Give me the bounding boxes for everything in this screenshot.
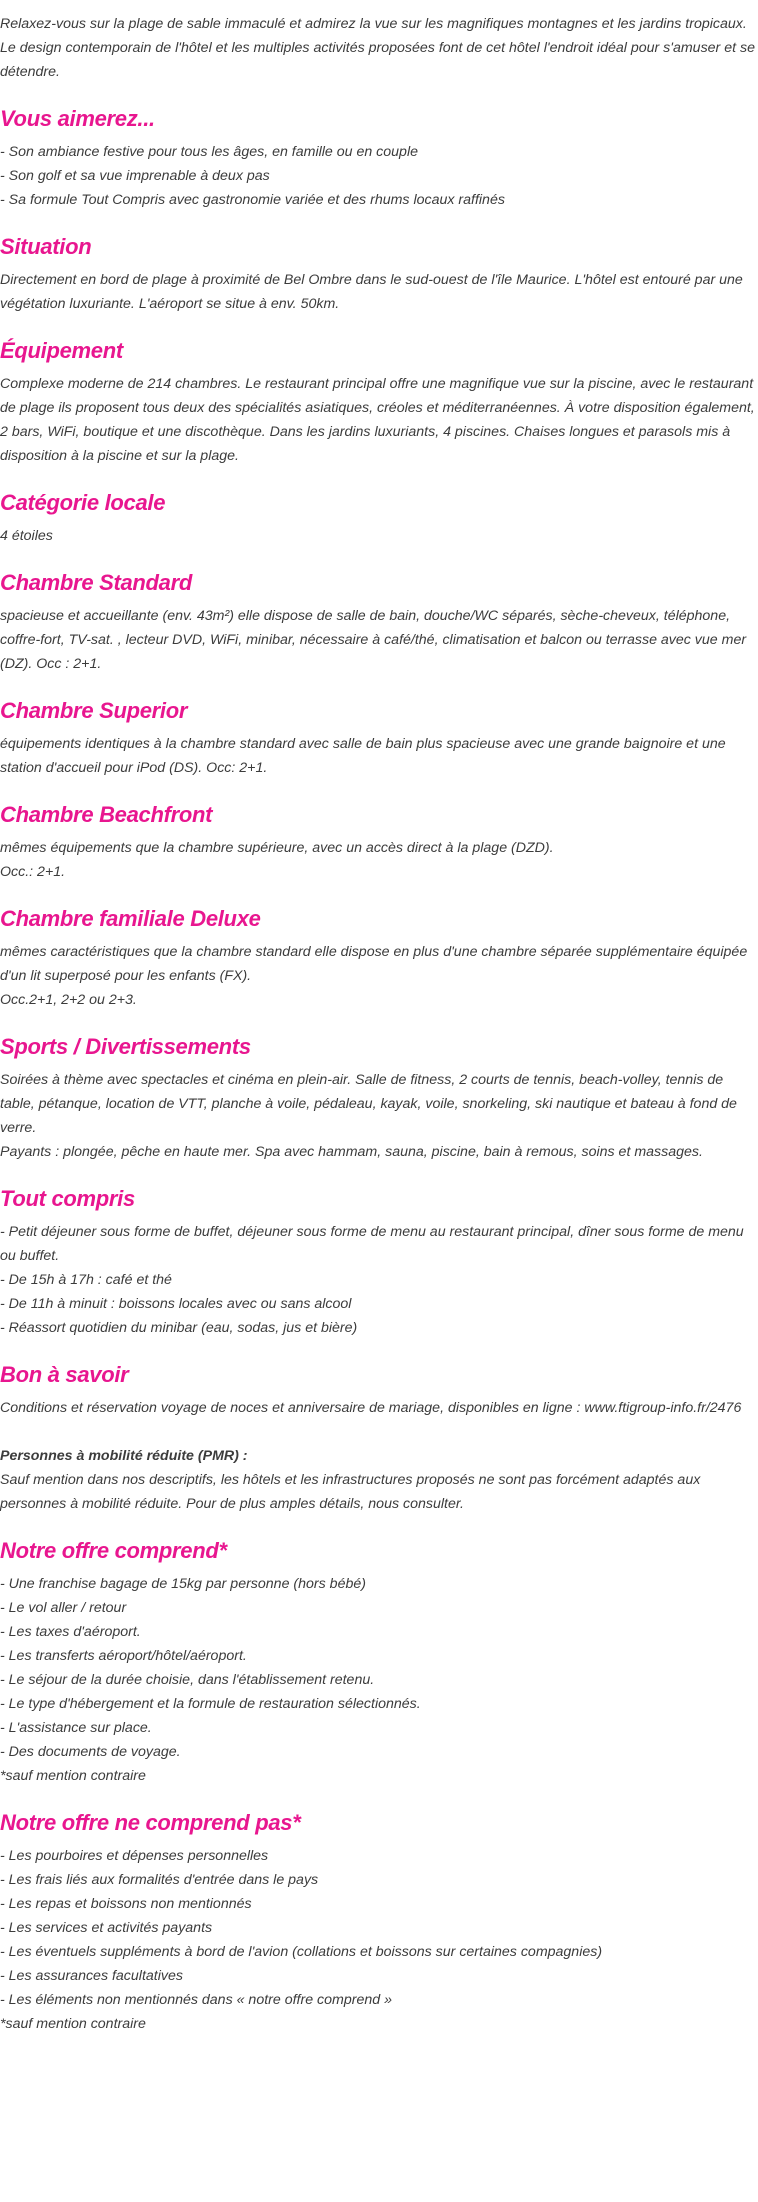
list-item: - Sa formule Tout Compris avec gastronomie variée et des rhums locaux raffinés bbox=[0, 192, 505, 208]
section-equipement bbox=[0, 336, 758, 468]
list-item: - Les taxes d'aéroport. bbox=[0, 1624, 141, 1640]
section-bon-a-savoir bbox=[0, 1360, 758, 1516]
section-chambre-superior bbox=[0, 696, 758, 780]
section-sports bbox=[0, 1032, 758, 1164]
footnote: *sauf mention contraire bbox=[0, 2016, 146, 2032]
list-item: - Des documents de voyage. bbox=[0, 1744, 181, 1760]
section-text: Soirées à thème avec spectacles et cinéma en plein-air. Salle de fitness, 2 courts de tennis, beach-volley, tennis de table, pétanque, location de VTT, planche à voile, pédaleau, kayak, voile, snorkeling, ski nautique et bateau à fond de verre. bbox=[0, 1072, 737, 1136]
list-item: - Son golf et sa vue imprenable à deux pas bbox=[0, 168, 270, 184]
included-list bbox=[0, 1572, 758, 1788]
list-item: - Les éventuels suppléments à bord de l'avion (collations et boissons sur certaines compagnies) bbox=[0, 1944, 603, 1960]
list-item: - Les transferts aéroport/hôtel/aéroport. bbox=[0, 1648, 247, 1664]
section-chambre-standard bbox=[0, 568, 758, 676]
section-title: Notre offre comprend* bbox=[0, 1538, 227, 1563]
section-title: Chambre familiale Deluxe bbox=[0, 906, 261, 931]
list-item: - Les repas et boissons non mentionnés bbox=[0, 1896, 252, 1912]
section-title: Sports / Divertissements bbox=[0, 1034, 251, 1059]
all-inclusive-list bbox=[0, 1220, 758, 1340]
pmr-text: Sauf mention dans nos descriptifs, les hôtels et les infrastructures proposés ne sont pas forcément adaptés aux personnes à mobilité réduite. Pour de plus amples détails, nous consulter. bbox=[0, 1472, 701, 1512]
section-text: Occ.2+1, 2+2 ou 2+3. bbox=[0, 992, 137, 1008]
list-item: - Réassort quotidien du minibar (eau, sodas, jus et bière) bbox=[0, 1320, 358, 1336]
section-text: 4 étoiles bbox=[0, 528, 53, 544]
intro-text: Relaxez-vous sur la plage de sable immaculé et admirez la vue sur les magnifiques montagnes et les jardins tropicaux. Le design contemporain de l'hôtel et les multiples activités proposées font de cet hôtel l'endroit idéal pour s'amuser et se détendre. bbox=[0, 16, 755, 80]
pmr-label: Personnes à mobilité réduite (PMR) : bbox=[0, 1448, 248, 1464]
section-title: Bon à savoir bbox=[0, 1362, 129, 1387]
section-text: Directement en bord de plage à proximité de Bel Ombre dans le sud-ouest de l'île Maurice. L'hôtel est entouré par une végétation luxuriante. L'aéroport se situe à env. 50km. bbox=[0, 272, 743, 312]
list-item: - L'assistance sur place. bbox=[0, 1720, 152, 1736]
section-offre-ne-comprend bbox=[0, 1808, 758, 2036]
section-tout-compris bbox=[0, 1184, 758, 1340]
section-text: Conditions et réservation voyage de noces et anniversaire de mariage, disponibles en ligne : www.ftigroup-info.fr/2476 bbox=[0, 1400, 742, 1416]
section-title: Chambre Superior bbox=[0, 698, 188, 723]
section-text: mêmes équipements que la chambre supérieure, avec un accès direct à la plage (DZD). bbox=[0, 840, 554, 856]
excluded-list bbox=[0, 1844, 758, 2036]
section-text: équipements identiques à la chambre standard avec salle de bain plus spacieuse avec une grande baignoire et une station d'accueil pour iPod (DS). Occ: 2+1. bbox=[0, 736, 726, 776]
footnote: *sauf mention contraire bbox=[0, 1768, 146, 1784]
list-item: - Petit déjeuner sous forme de buffet, déjeuner sous forme de menu au restaurant principal, dîner sous forme de menu ou buffet. bbox=[0, 1224, 744, 1264]
section-title: Équipement bbox=[0, 338, 123, 363]
section-title: Vous aimerez... bbox=[0, 106, 155, 131]
section-text: spacieuse et accueillante (env. 43m²) elle dispose de salle de bain, douche/WC séparés, sèche-cheveux, téléphone, coffre-fort, TV-sat. , lecteur DVD, WiFi, minibar, nécessaire à café/thé, climatisation et balcon ou terrasse avec vue mer (DZ). Occ : 2+1. bbox=[0, 608, 747, 672]
list-item: - Le séjour de la durée choisie, dans l'établissement retenu. bbox=[0, 1672, 375, 1688]
section-chambre-beachfront bbox=[0, 800, 758, 884]
spacer bbox=[0, 1420, 758, 1444]
section-title: Chambre Beachfront bbox=[0, 802, 213, 827]
section-vous-aimerez bbox=[0, 104, 758, 212]
section-title: Situation bbox=[0, 234, 92, 259]
section-offre-comprend bbox=[0, 1536, 758, 1788]
list-item: - De 11h à minuit : boissons locales avec ou sans alcool bbox=[0, 1296, 352, 1312]
section-text: Occ.: 2+1. bbox=[0, 864, 66, 880]
section-situation bbox=[0, 232, 758, 316]
list-item: - Les assurances facultatives bbox=[0, 1968, 183, 1984]
list-item: - Son ambiance festive pour tous les âges, en famille ou en couple bbox=[0, 144, 418, 160]
section-title: Notre offre ne comprend pas* bbox=[0, 1810, 301, 1835]
highlights-list bbox=[0, 140, 758, 212]
list-item: - Les services et activités payants bbox=[0, 1920, 213, 1936]
list-item: - De 15h à 17h : café et thé bbox=[0, 1272, 172, 1288]
list-item: - Les éléments non mentionnés dans « notre offre comprend » bbox=[0, 1992, 392, 2008]
section-categorie bbox=[0, 488, 758, 548]
list-item: - Les frais liés aux formalités d'entrée dans le pays bbox=[0, 1872, 319, 1888]
section-chambre-familiale bbox=[0, 904, 758, 1012]
list-item: - Le vol aller / retour bbox=[0, 1600, 127, 1616]
section-title: Tout compris bbox=[0, 1186, 135, 1211]
list-item: - Le type d'hébergement et la formule de restauration sélectionnés. bbox=[0, 1696, 421, 1712]
section-text: Payants : plongée, pêche en haute mer. Spa avec hammam, sauna, piscine, bain à remous, soins et massages. bbox=[0, 1144, 703, 1160]
section-title: Catégorie locale bbox=[0, 490, 166, 515]
section-text: mêmes caractéristiques que la chambre standard elle dispose en plus d'une chambre séparée supplémentaire équipée d'un lit superposé pour les enfants (FX). bbox=[0, 944, 748, 984]
section-title: Chambre Standard bbox=[0, 570, 193, 595]
list-item: - Les pourboires et dépenses personnelles bbox=[0, 1848, 269, 1864]
section-text: Complexe moderne de 214 chambres. Le restaurant principal offre une magnifique vue sur la piscine, avec le restaurant de plage ils proposent tous deux des spécialités asiatiques, créoles et méditerranéennes. À votre disposition également, 2 bars, WiFi, boutique et une discothèque. Dans les jardins luxuriants, 4 piscines. Chaises longues et parasols mis à disposition à la piscine et sur la plage. bbox=[0, 376, 755, 464]
list-item: - Une franchise bagage de 15kg par personne (hors bébé) bbox=[0, 1576, 366, 1592]
